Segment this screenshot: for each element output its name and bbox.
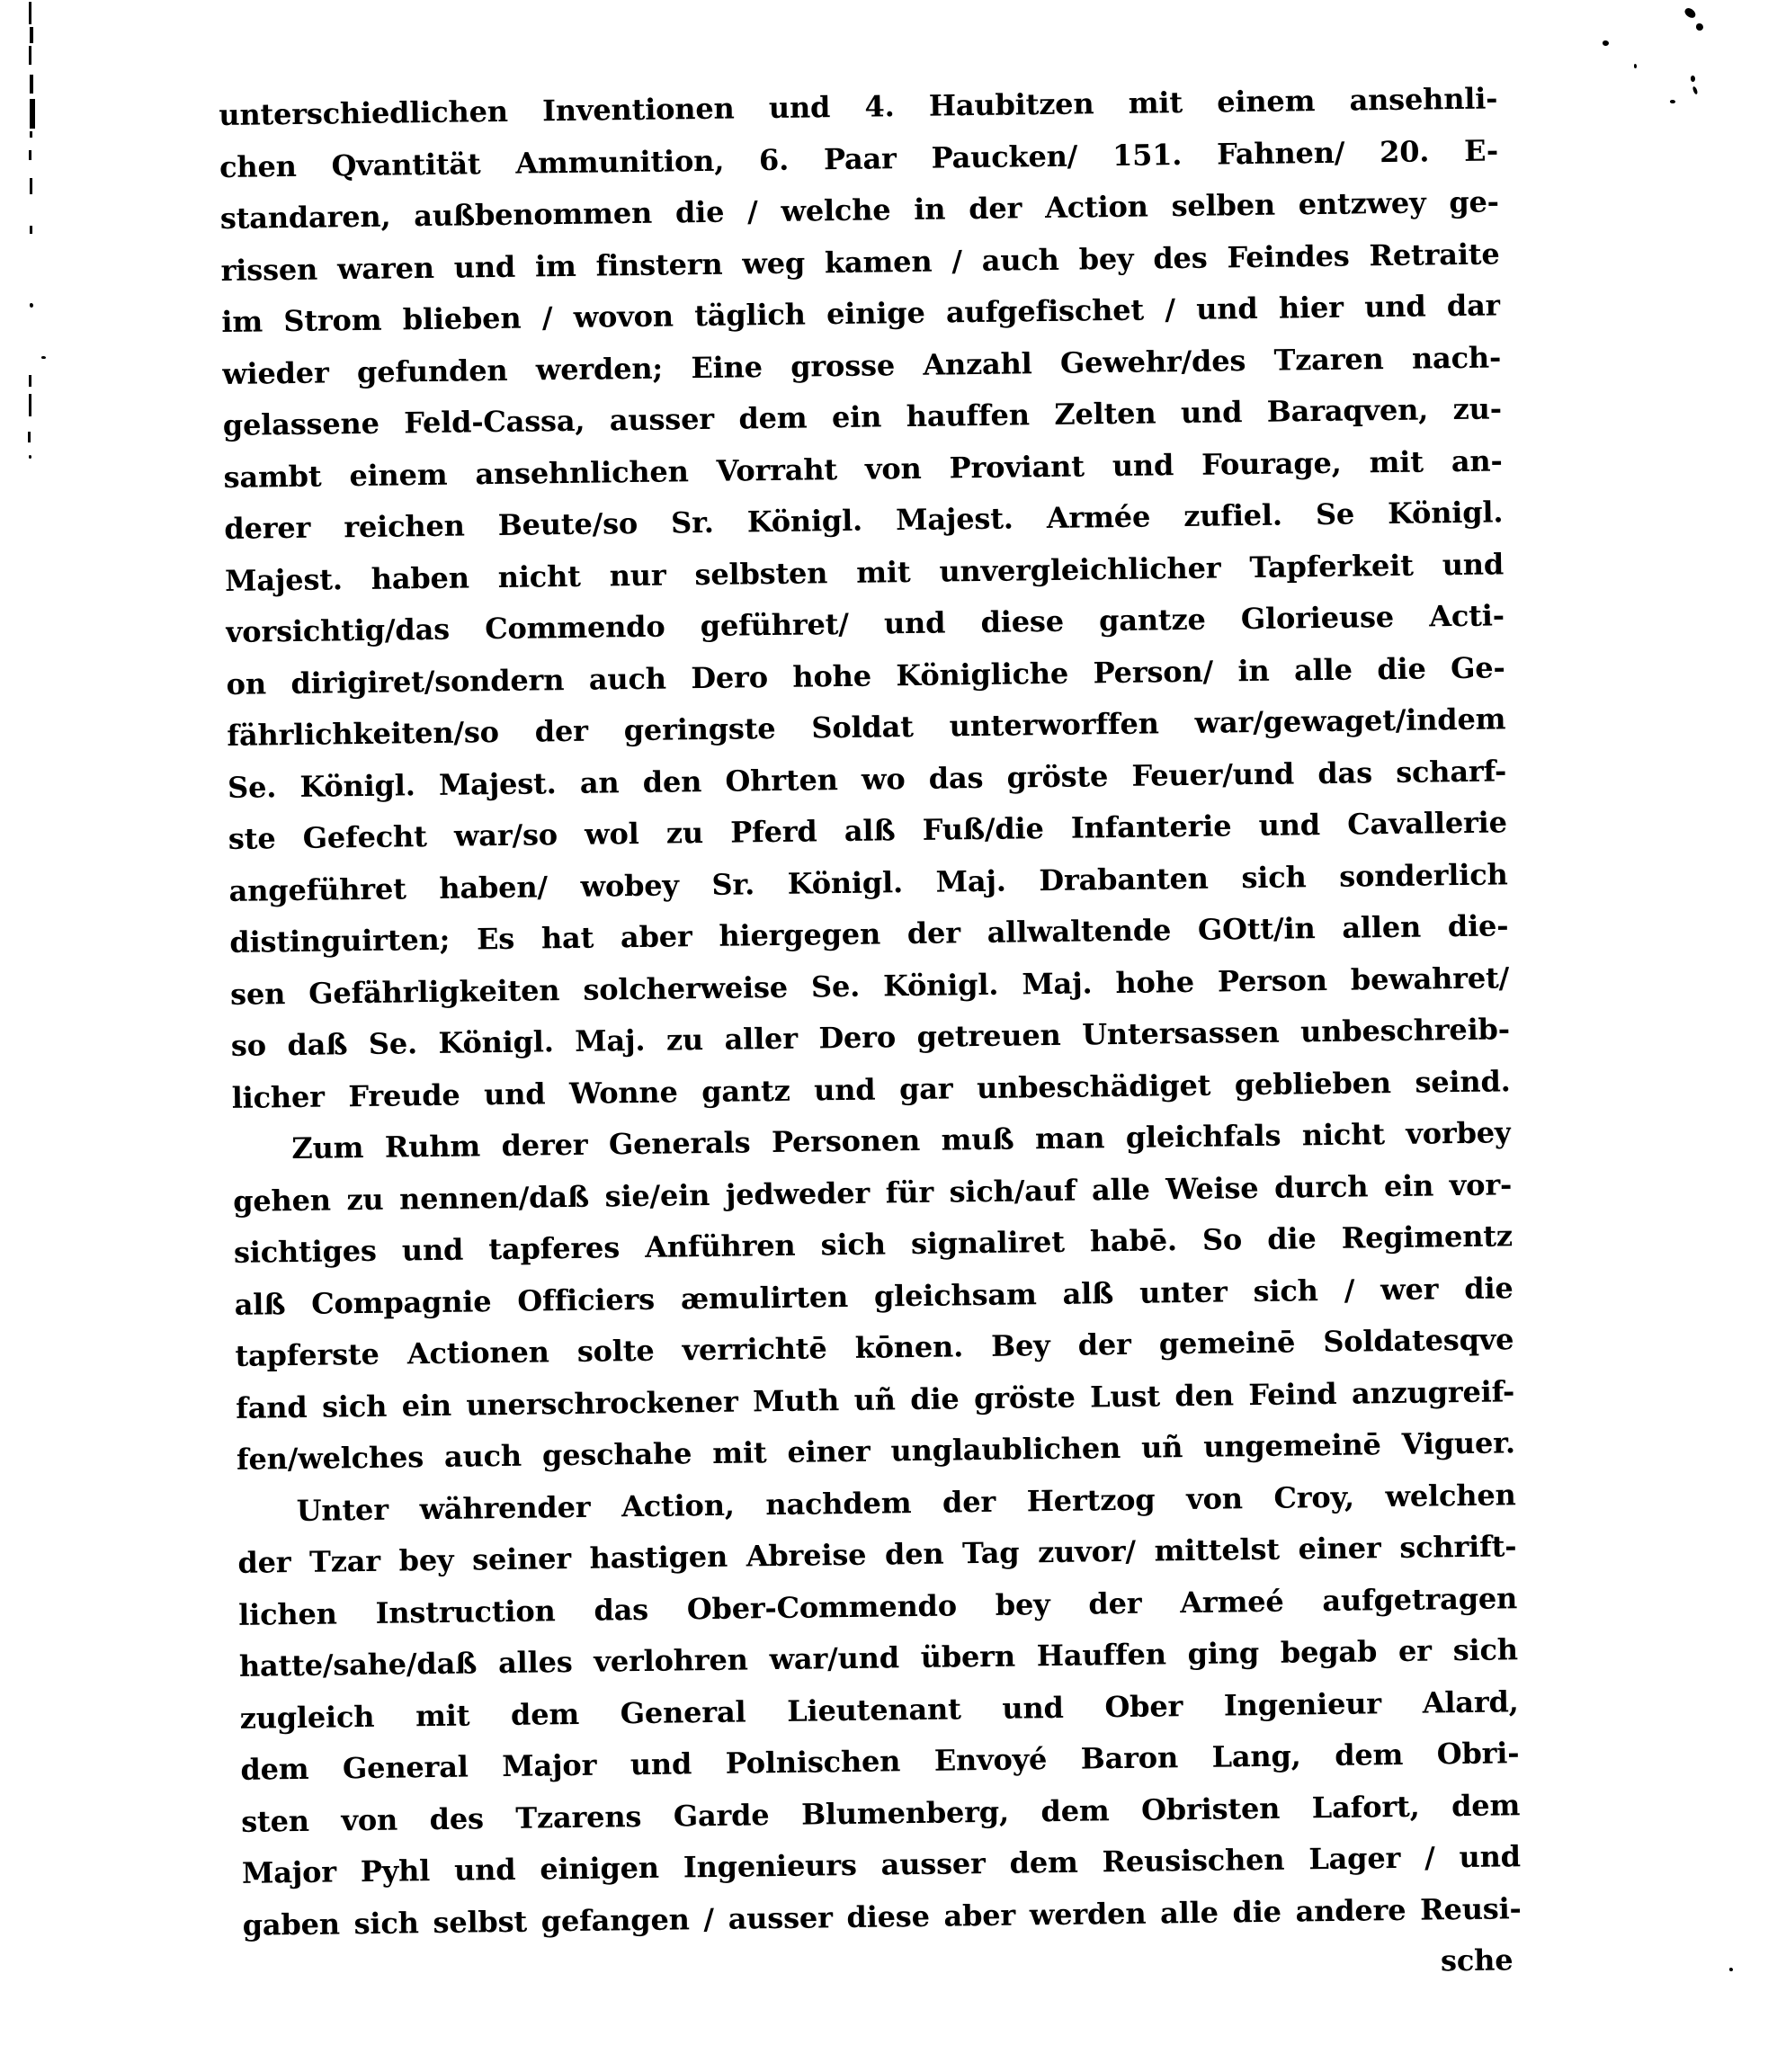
scan-edge-mark xyxy=(29,2,31,24)
scan-speckle xyxy=(1603,40,1609,46)
text-line: zugleich mit dem General Lieutenant und Ober Ingenieur Alard, xyxy=(239,1684,1519,1736)
paragraph xyxy=(232,1107,1515,1486)
text-line: angeführet haben/ wobey Sr. Königl. Maj. Drabanten sich sonderlich xyxy=(228,856,1508,908)
text-line: lichen Instruction das Ober-Commendo bey der Armeé aufgetragen xyxy=(237,1580,1518,1632)
scan-edge-mark xyxy=(29,46,31,65)
scan-edge-mark xyxy=(30,75,33,94)
scan-speckle xyxy=(1634,64,1637,68)
text-line: ste Gefecht war/so wol zu Pferd alß Fuß/die Infanterie und Cavallerie xyxy=(228,805,1508,856)
text-line: vorsichtig/das Commendo geführet/ und diese gantze Glorieuse Acti- xyxy=(225,598,1505,649)
text-line: im Strom blieben / wovon täglich einige aufgefischet / und hier und dar xyxy=(221,288,1501,339)
scan-edge-mark xyxy=(41,356,46,359)
scan-edge-mark xyxy=(30,27,33,43)
text-line: so daß Se. Königl. Maj. zu aller Dero getreuen Untersassen unbeschreib- xyxy=(230,1012,1511,1063)
scan-edge-mark xyxy=(30,303,33,308)
text-line: licher Freude und Wonne gantz und gar unbeschädiget geblieben seind. xyxy=(231,1063,1511,1115)
scan-speckle xyxy=(1670,100,1675,103)
scan-edge-mark xyxy=(28,432,31,442)
text-line: standaren, außbenommen die / welche in der Action selben entzwey ge- xyxy=(219,184,1499,236)
scan-edge-mark xyxy=(29,455,31,459)
text-line: sambt einem ansehnlichen Vorraht von Proviant und Fourage, mit an- xyxy=(223,442,1503,495)
text-line: chen Qvantität Ammunition, 6. Paar Paucken/ 151. Fahnen/ 20. E- xyxy=(219,132,1499,184)
text-line: Se. Königl. Majest. an den Ohrten wo das gröste Feuer/und das scharf- xyxy=(227,753,1507,805)
text-line: distinguirten; Es hat aber hiergegen der allwaltende GOtt/in allen die- xyxy=(229,908,1509,960)
text-line: gehen zu nennen/daß sie/ein jedweder für sich/auf alle Weise durch ein vor- xyxy=(232,1166,1513,1219)
text-line: sichtiges und tapferes Anführen sich signaliret habē. So die Regimentz xyxy=(233,1219,1514,1270)
text-line: Zum Ruhm derer Generals Personen muß man gleichfals nicht vorbey xyxy=(291,1115,1512,1166)
paragraph xyxy=(237,1469,1522,1951)
text-line: Major Pyhl und einigen Ingenieurs ausser dem Reusischen Lager / und xyxy=(241,1839,1522,1890)
text-line: gaben sich selbst gefangen / ausser diese aber werden alle die andere Reusi- xyxy=(242,1890,1522,1942)
text-line: on dirigiret/sondern auch Dero hohe Königliche Person/ in alle die Ge- xyxy=(226,649,1505,701)
text-line: sten von des Tzarens Garde Blumenberg, dem Obristen Lafort, dem xyxy=(240,1787,1521,1839)
text-block xyxy=(219,73,1523,2003)
text-line: alß Compagnie Officiers æmulirten gleichsam alß unter sich / wer die xyxy=(234,1270,1514,1322)
scan-edge-mark xyxy=(30,226,32,234)
text-line: gelassene Feld-Cassa, ausser dem ein hauffen Zelten und Baraqven, zu- xyxy=(222,391,1503,442)
text-line: fand sich ein unerschrockener Muth uñ die gröste Lust den Feind anzugreif- xyxy=(235,1373,1515,1425)
text-line: der Tzar bey seiner hastigen Abreise den Tag zuvor/ mittelst einer schrift- xyxy=(237,1529,1517,1580)
paragraph xyxy=(219,73,1511,1124)
text-line: unterschiedlichen Inventionen und 4. Haubitzen mit einem ansehnli- xyxy=(219,81,1498,132)
text-line: hatte/sahe/daß alles verlohren war/und übern Hauffen ging begab er sich xyxy=(238,1632,1519,1684)
catchword: sche xyxy=(1440,1942,1514,1978)
scan-edge-mark xyxy=(30,178,32,194)
scan-edge-mark xyxy=(29,375,31,387)
text-line: rissen waren und im finstern weg kamen / auch bey des Feindes Retraite xyxy=(220,236,1500,288)
scan-edge-mark xyxy=(29,150,31,160)
scan-edge-mark xyxy=(29,394,31,416)
text-line: sen Gefährligkeiten solcherweise Se. Königl. Maj. hohe Person bewahret/ xyxy=(229,960,1510,1012)
scan-speckle xyxy=(1683,6,1698,20)
text-line: wieder gefunden werden; Eine grosse Anzahl Gewehr/des Tzaren nach- xyxy=(221,339,1502,391)
scan-speckle xyxy=(1729,1968,1733,1971)
scan-edge-mark xyxy=(30,99,35,129)
scan-speckle xyxy=(1691,76,1695,82)
scan-edge-mark xyxy=(30,131,32,138)
text-line: tapferste Actionen solte verrichtē kōnen. Bey der gemeinē Soldatesqve xyxy=(235,1322,1514,1373)
text-line: derer reichen Beute/so Sr. Königl. Majest. Armée zufiel. Se Königl. xyxy=(224,495,1504,546)
text-line: Majest. haben nicht nur selbsten mit unvergleichlicher Tapferkeit und xyxy=(224,546,1505,598)
text-line: Unter währender Action, nachdem der Hertzog von Croy, welchen xyxy=(296,1477,1516,1528)
text-line: fen/welches auch geschahe mit einer unglaublichen uñ ungemeinē Viguer. xyxy=(236,1425,1516,1477)
text-line: dem General Major und Polnischen Envoyé Baron Lang, dem Obri- xyxy=(240,1736,1520,1787)
scan-speckle xyxy=(1696,23,1703,31)
scan-speckle xyxy=(1692,86,1699,95)
text-line: fährlichkeiten/so der geringste Soldat unterworffen war/gewaget/indem xyxy=(227,701,1506,753)
